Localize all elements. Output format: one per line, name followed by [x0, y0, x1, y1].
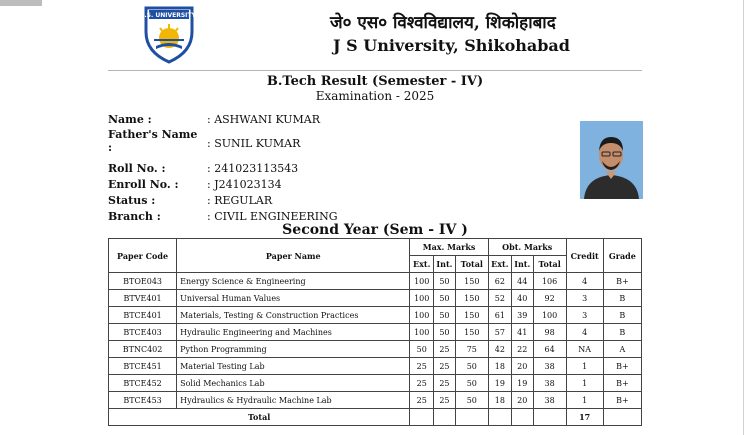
paper-code: BTNC402 — [109, 341, 177, 358]
max-ext: 25 — [410, 392, 434, 409]
empty-cell — [488, 409, 511, 426]
paper-name: Materials, Testing & Construction Practices — [177, 307, 410, 324]
empty-cell — [410, 409, 434, 426]
paper-name: Material Testing Lab — [177, 358, 410, 375]
obt-ext-header: Ext. — [488, 256, 511, 273]
grade: B — [603, 324, 641, 341]
max-ext: 100 — [410, 307, 434, 324]
result-title: B.Tech Result (Semester - IV) — [266, 74, 484, 89]
table-row — [109, 290, 642, 307]
obt-ext: 57 — [488, 324, 511, 341]
paper-name: Universal Human Values — [177, 290, 410, 307]
max-total-header: Total — [455, 256, 488, 273]
paper-name-header: Paper Name — [177, 239, 410, 273]
credit-header: Credit — [566, 239, 603, 273]
obt-ext: 61 — [488, 307, 511, 324]
empty-cell — [511, 409, 533, 426]
grade: B — [603, 290, 641, 307]
max-int: 50 — [434, 273, 456, 290]
obt-total: 100 — [533, 307, 566, 324]
obt-int: 39 — [511, 307, 533, 324]
obt-ext: 18 — [488, 358, 511, 375]
credit: 1 — [566, 392, 603, 409]
university-logo-icon — [140, 2, 198, 64]
obt-int: 19 — [511, 375, 533, 392]
obt-int: 20 — [511, 358, 533, 375]
year-heading: Second Year (Sem - IV ) — [282, 222, 468, 238]
paper-name: Energy Science & Engineering — [177, 273, 410, 290]
roll-no-label: Roll No. : — [108, 162, 166, 175]
father-name-value: : SUNIL KUMAR — [207, 137, 301, 150]
max-ext: 100 — [410, 324, 434, 341]
obt-ext: 62 — [488, 273, 511, 290]
top-edge — [0, 0, 42, 6]
obt-int: 40 — [511, 290, 533, 307]
max-int: 25 — [434, 392, 456, 409]
paper-code-header: Paper Code — [109, 239, 177, 273]
paper-code: BTOE043 — [109, 273, 177, 290]
table-row — [109, 375, 642, 392]
university-name-english: J S University, Shikohabad — [333, 36, 570, 55]
empty-cell — [455, 409, 488, 426]
empty-cell — [603, 409, 641, 426]
table-row — [109, 392, 642, 409]
paper-code: BTCE453 — [109, 392, 177, 409]
max-ext: 100 — [410, 290, 434, 307]
obt-total: 64 — [533, 341, 566, 358]
max-total: 150 — [455, 273, 488, 290]
grade: B+ — [603, 273, 641, 290]
max-total: 150 — [455, 307, 488, 324]
max-int: 25 — [434, 375, 456, 392]
obt-total-header: Total — [533, 256, 566, 273]
obt-total: 38 — [533, 392, 566, 409]
obt-int: 44 — [511, 273, 533, 290]
exam-year: Examination - 2025 — [315, 89, 435, 103]
table-row — [109, 324, 642, 341]
paper-code: BTVE401 — [109, 290, 177, 307]
table-row — [109, 358, 642, 375]
obt-int: 22 — [511, 341, 533, 358]
max-ext-header: Ext. — [410, 256, 434, 273]
credit: NA — [566, 341, 603, 358]
student-photo — [580, 121, 643, 199]
empty-cell — [533, 409, 566, 426]
obt-total: 38 — [533, 375, 566, 392]
branch-label: Branch : — [108, 210, 161, 223]
marks-table — [108, 238, 642, 426]
paper-name: Hydraulics & Hydraulic Machine Lab — [177, 392, 410, 409]
max-int: 50 — [434, 307, 456, 324]
max-total: 50 — [455, 358, 488, 375]
header-divider — [108, 70, 642, 71]
status-label: Status : — [108, 194, 156, 207]
max-total: 150 — [455, 324, 488, 341]
page-edge — [743, 0, 744, 435]
grade: A — [603, 341, 641, 358]
empty-cell — [434, 409, 456, 426]
enroll-no-value: : J241023134 — [207, 178, 282, 191]
credit: 3 — [566, 307, 603, 324]
obt-ext: 18 — [488, 392, 511, 409]
max-total: 150 — [455, 290, 488, 307]
grade: B+ — [603, 358, 641, 375]
obt-ext: 42 — [488, 341, 511, 358]
obt-ext: 19 — [488, 375, 511, 392]
max-ext: 25 — [410, 375, 434, 392]
paper-name: Solid Mechanics Lab — [177, 375, 410, 392]
max-int: 25 — [434, 358, 456, 375]
person-photo-icon — [580, 121, 643, 199]
total-row — [109, 409, 642, 426]
status-value: : REGULAR — [207, 194, 273, 207]
name-value: : ASHWANI KUMAR — [207, 113, 321, 126]
obt-total: 38 — [533, 358, 566, 375]
max-total: 50 — [455, 375, 488, 392]
enroll-no-label: Enroll No. : — [108, 178, 179, 191]
university-name-hindi: जे० एस० विश्वविद्यालय, शिकोहाबाद — [330, 13, 556, 33]
max-ext: 50 — [410, 341, 434, 358]
grade: B — [603, 307, 641, 324]
obt-int-header: Int. — [511, 256, 533, 273]
obt-ext: 52 — [488, 290, 511, 307]
obt-int: 20 — [511, 392, 533, 409]
logo-text: J.S. UNIVERSITY — [142, 12, 196, 19]
name-label: Name : — [108, 113, 152, 126]
obt-marks-header: Obt. Marks — [488, 239, 566, 256]
max-total: 75 — [455, 341, 488, 358]
max-total: 50 — [455, 392, 488, 409]
max-int: 50 — [434, 290, 456, 307]
credit: 1 — [566, 375, 603, 392]
paper-code: BTCE452 — [109, 375, 177, 392]
obt-total: 106 — [533, 273, 566, 290]
paper-name: Python Programming — [177, 341, 410, 358]
obt-int: 41 — [511, 324, 533, 341]
max-ext: 100 — [410, 273, 434, 290]
credit: 4 — [566, 324, 603, 341]
grade: B+ — [603, 392, 641, 409]
credit: 4 — [566, 273, 603, 290]
max-int: 25 — [434, 341, 456, 358]
paper-code: BTCE401 — [109, 307, 177, 324]
branch-value: : CIVIL ENGINEERING — [207, 210, 338, 223]
credit: 3 — [566, 290, 603, 307]
paper-code: BTCE451 — [109, 358, 177, 375]
grade-header: Grade — [603, 239, 641, 273]
paper-name: Hydraulic Engineering and Machines — [177, 324, 410, 341]
max-ext: 25 — [410, 358, 434, 375]
max-marks-header: Max. Marks — [410, 239, 488, 256]
father-name-label: Father's Name : — [108, 128, 198, 154]
obt-total: 92 — [533, 290, 566, 307]
paper-code: BTCE403 — [109, 324, 177, 341]
grade: B+ — [603, 375, 641, 392]
max-int: 50 — [434, 324, 456, 341]
obt-total: 98 — [533, 324, 566, 341]
table-row — [109, 341, 642, 358]
credit: 1 — [566, 358, 603, 375]
total-credit: 17 — [566, 409, 603, 426]
total-label: Total — [109, 409, 410, 426]
max-int-header: Int. — [434, 256, 456, 273]
table-row — [109, 273, 642, 290]
table-row — [109, 307, 642, 324]
roll-no-value: : 241023113543 — [207, 162, 299, 175]
